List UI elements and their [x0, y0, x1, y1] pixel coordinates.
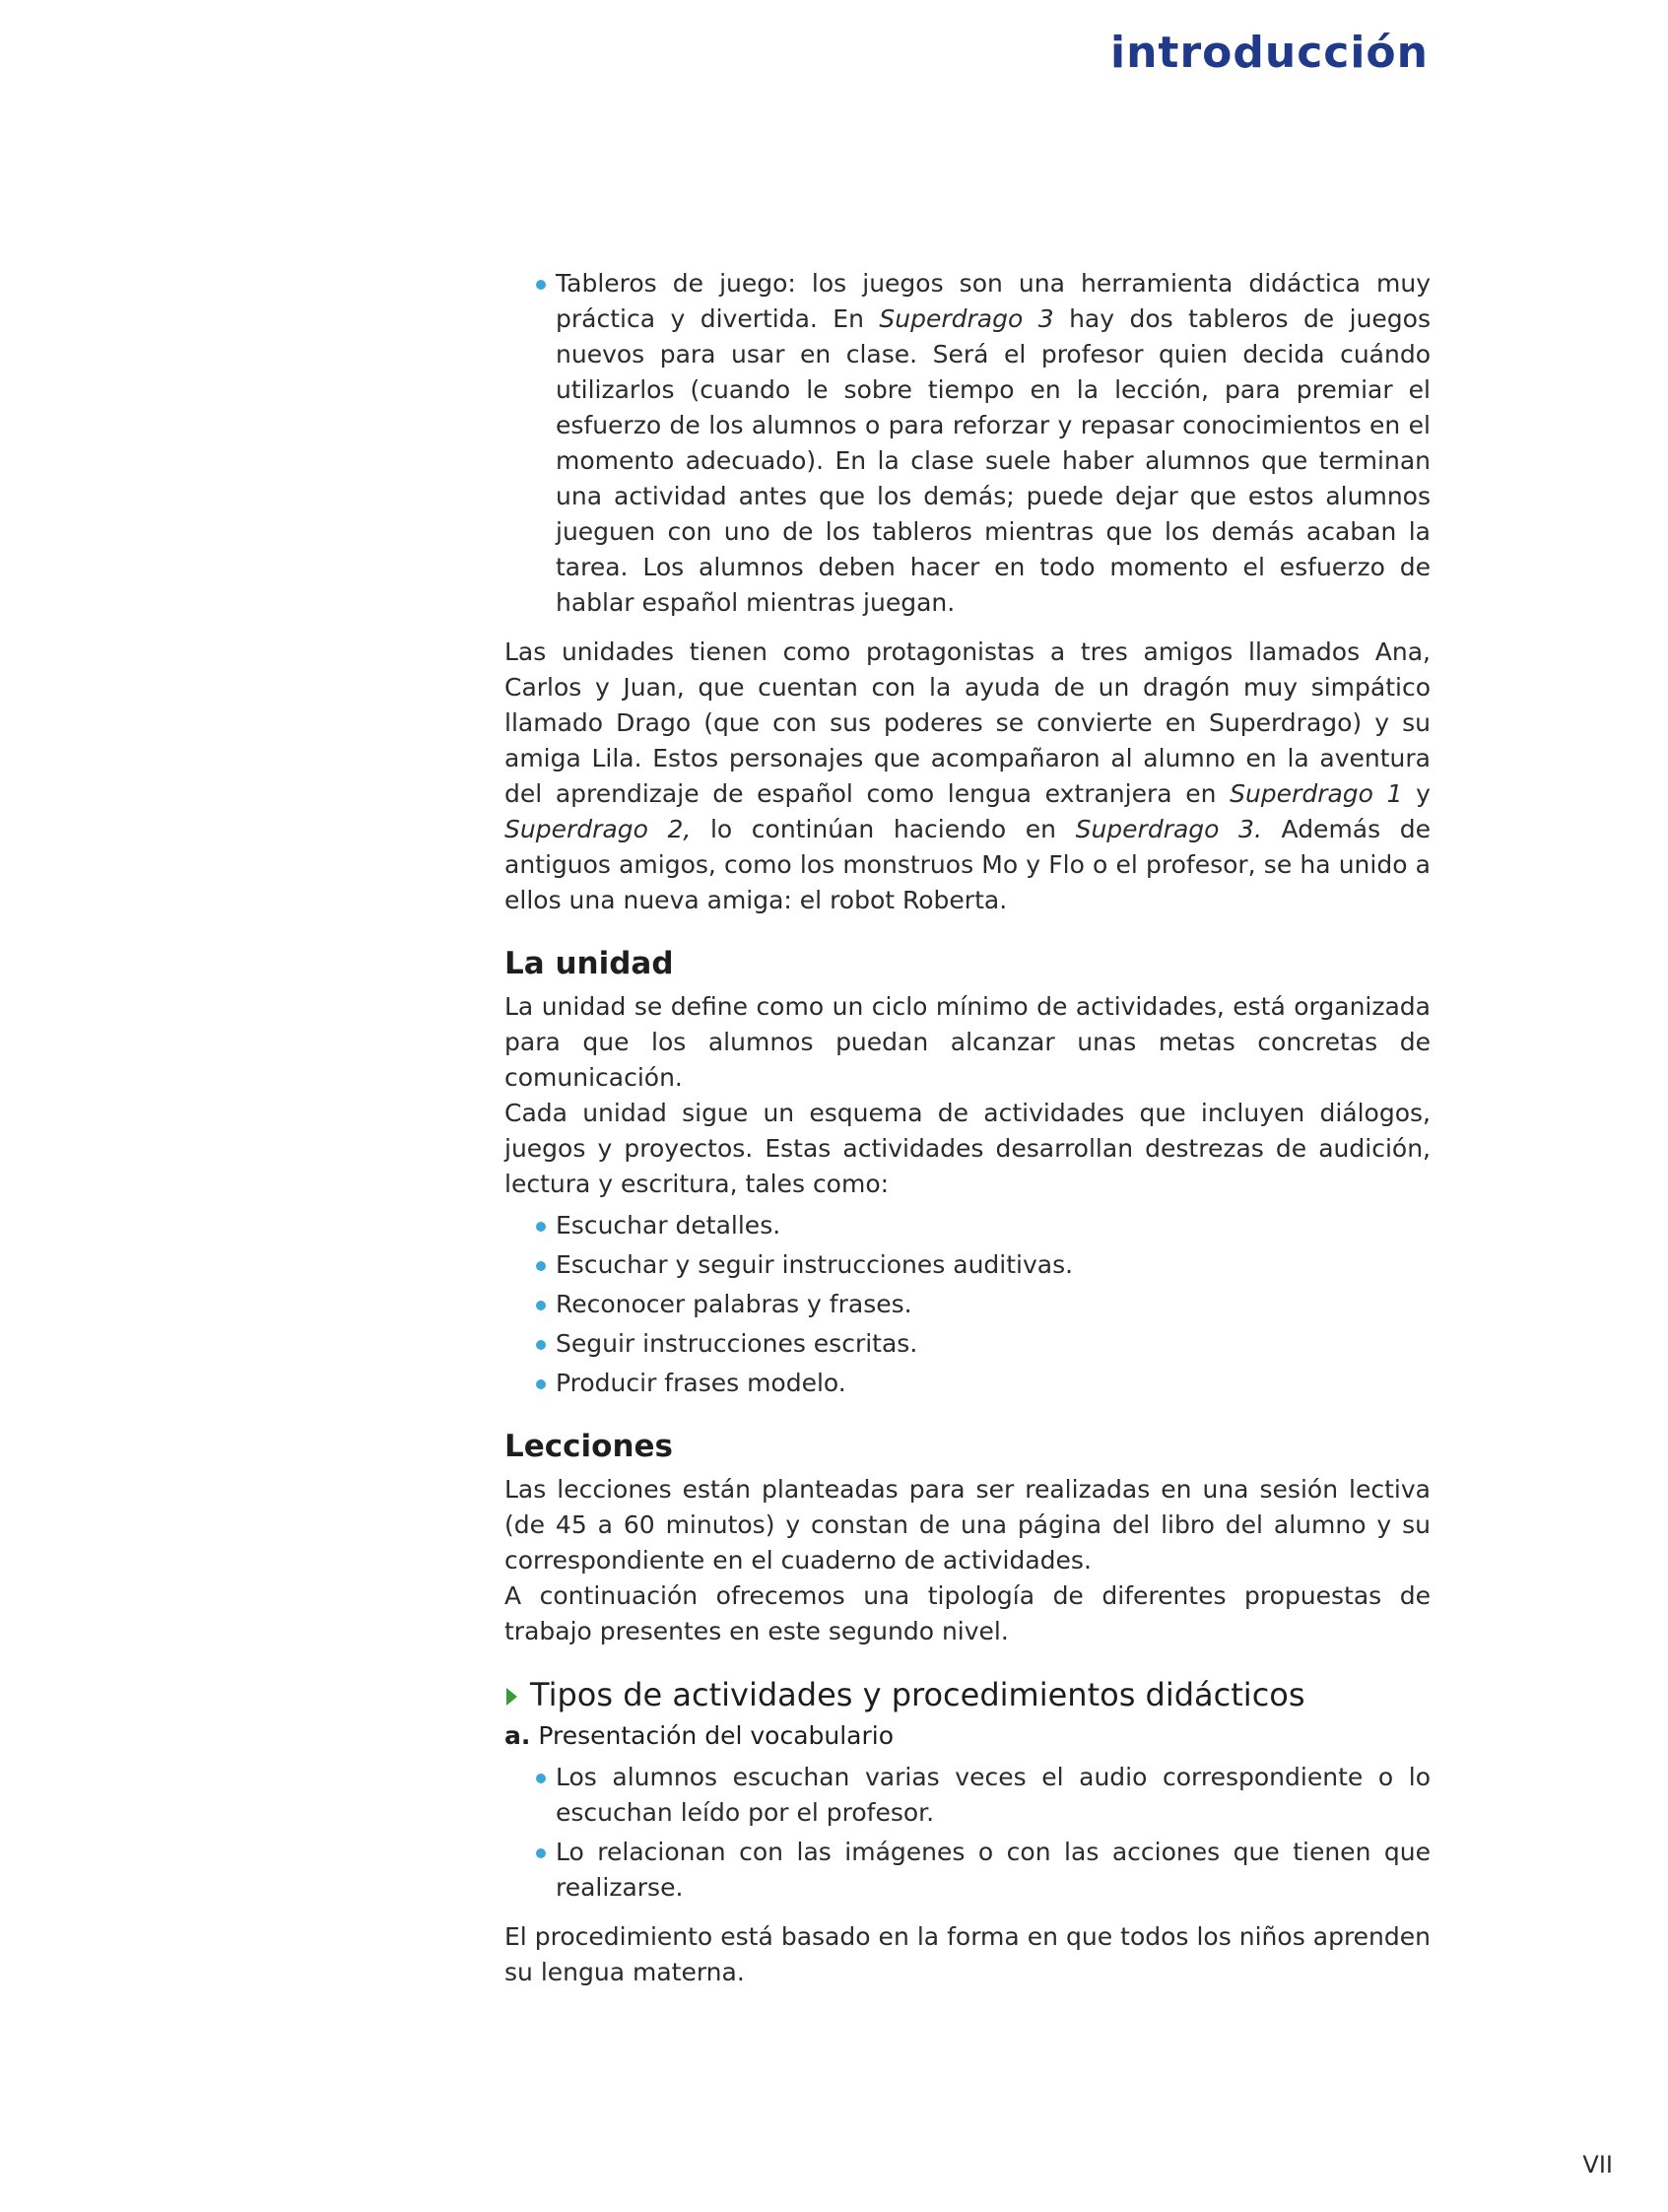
bullet-icon	[536, 1379, 546, 1389]
page-header-title: introducción	[1110, 28, 1429, 78]
lecciones-paragraph-2: A continuación ofrecemos una tipología de diferentes propuestas de trabajo presentes en este segundo nivel.	[504, 1581, 1431, 1645]
section-heading-unidad: La unidad	[504, 946, 674, 981]
bullet-icon	[536, 1261, 546, 1271]
list-item: Producir frases modelo.	[504, 1366, 1431, 1401]
skills-list	[504, 1208, 1431, 1401]
bullet-icon	[536, 1222, 546, 1232]
list-item: Reconocer palabras y frases.	[504, 1287, 1431, 1322]
unidad-paragraph-2: Cada unidad sigue un esquema de actividades que incluyen diálogos, juegos y proyectos. Estas actividades desarrollan destrezas de audición, lectura y escritura, tales como:	[504, 1099, 1431, 1198]
unidad-paragraph-1: La unidad se define como un ciclo mínimo de actividades, está organizada para que los alumnos puedan alcanzar unas metas concretas de comunicación.	[504, 992, 1431, 1092]
characters-paragraph: Las unidades tienen como protagonistas a tres amigos llamados Ana, Carlos y Juan, que cuentan con la ayuda de un dragón muy simpático llamado Drago (que con sus poderes se convierte en Superdrago) y su amiga Lila. Estos personajes que acompañaron al alumno en la aventura del aprendizaje de español como lengua extranjera en Superdrago 1 y Superdrago 2, lo continúan haciendo en Superdrago 3. Además de antiguos amigos, como los monstruos Mo y Flo o el profesor, se ha unido a ellos una nueva amiga: el robot Roberta.	[504, 637, 1431, 914]
bullet-icon	[536, 1340, 546, 1350]
bullet-icon	[536, 280, 546, 290]
section-heading-tipos: Tipos de actividades y procedimientos didácticos	[504, 1677, 1431, 1712]
bullet-icon	[536, 1848, 546, 1858]
list-item: Lo relacionan con las imágenes o con las acciones que tienen que realizarse.	[504, 1835, 1431, 1906]
page-number: VII	[1582, 2151, 1613, 2178]
bullet-icon	[536, 1774, 546, 1783]
main-content	[504, 266, 1431, 2004]
intro-bullet-item: Tableros de juego: los juegos son una herramienta didáctica muy práctica y divertida. En Superdrago 3 hay dos tableros de juegos nuevos para usar en clase. Será el profesor quien decida cuándo utilizarlos (cuando le sobre tiempo en la lección, para premiar el esfuerzo de los alumnos o para reforzar y repasar conocimientos en el momento adecuado). En la clase suele haber alumnos que terminan una actividad antes que los demás; puede dejar que estos alumnos jueguen con uno de los tableros mientras que los demás acaban la tarea. Los alumnos deben hacer en todo momento el esfuerzo de hablar español mientras juegan.	[504, 266, 1431, 621]
closing-paragraph: El procedimiento está basado en la forma en que todos los niños aprenden su lengua materna.	[504, 1922, 1431, 1986]
list-item: Seguir instrucciones escritas.	[504, 1326, 1431, 1362]
subsection-heading-vocabulario: a. Presentación del vocabulario	[504, 1721, 895, 1750]
list-item: Escuchar detalles.	[504, 1208, 1431, 1243]
arrow-right-icon	[506, 1688, 517, 1706]
list-item: Los alumnos escuchan varias veces el audio correspondiente o lo escuchan leído por el profesor.	[504, 1760, 1431, 1831]
vocabulary-list	[504, 1760, 1431, 1906]
lecciones-paragraph-1: Las lecciones están planteadas para ser realizadas en una sesión lectiva (de 45 a 60 minutos) y constan de una página del libro del alumno y su correspondiente en el cuaderno de actividades.	[504, 1475, 1431, 1575]
bullet-icon	[536, 1301, 546, 1310]
list-item: Escuchar y seguir instrucciones auditivas.	[504, 1247, 1431, 1283]
section-heading-lecciones: Lecciones	[504, 1429, 673, 1464]
